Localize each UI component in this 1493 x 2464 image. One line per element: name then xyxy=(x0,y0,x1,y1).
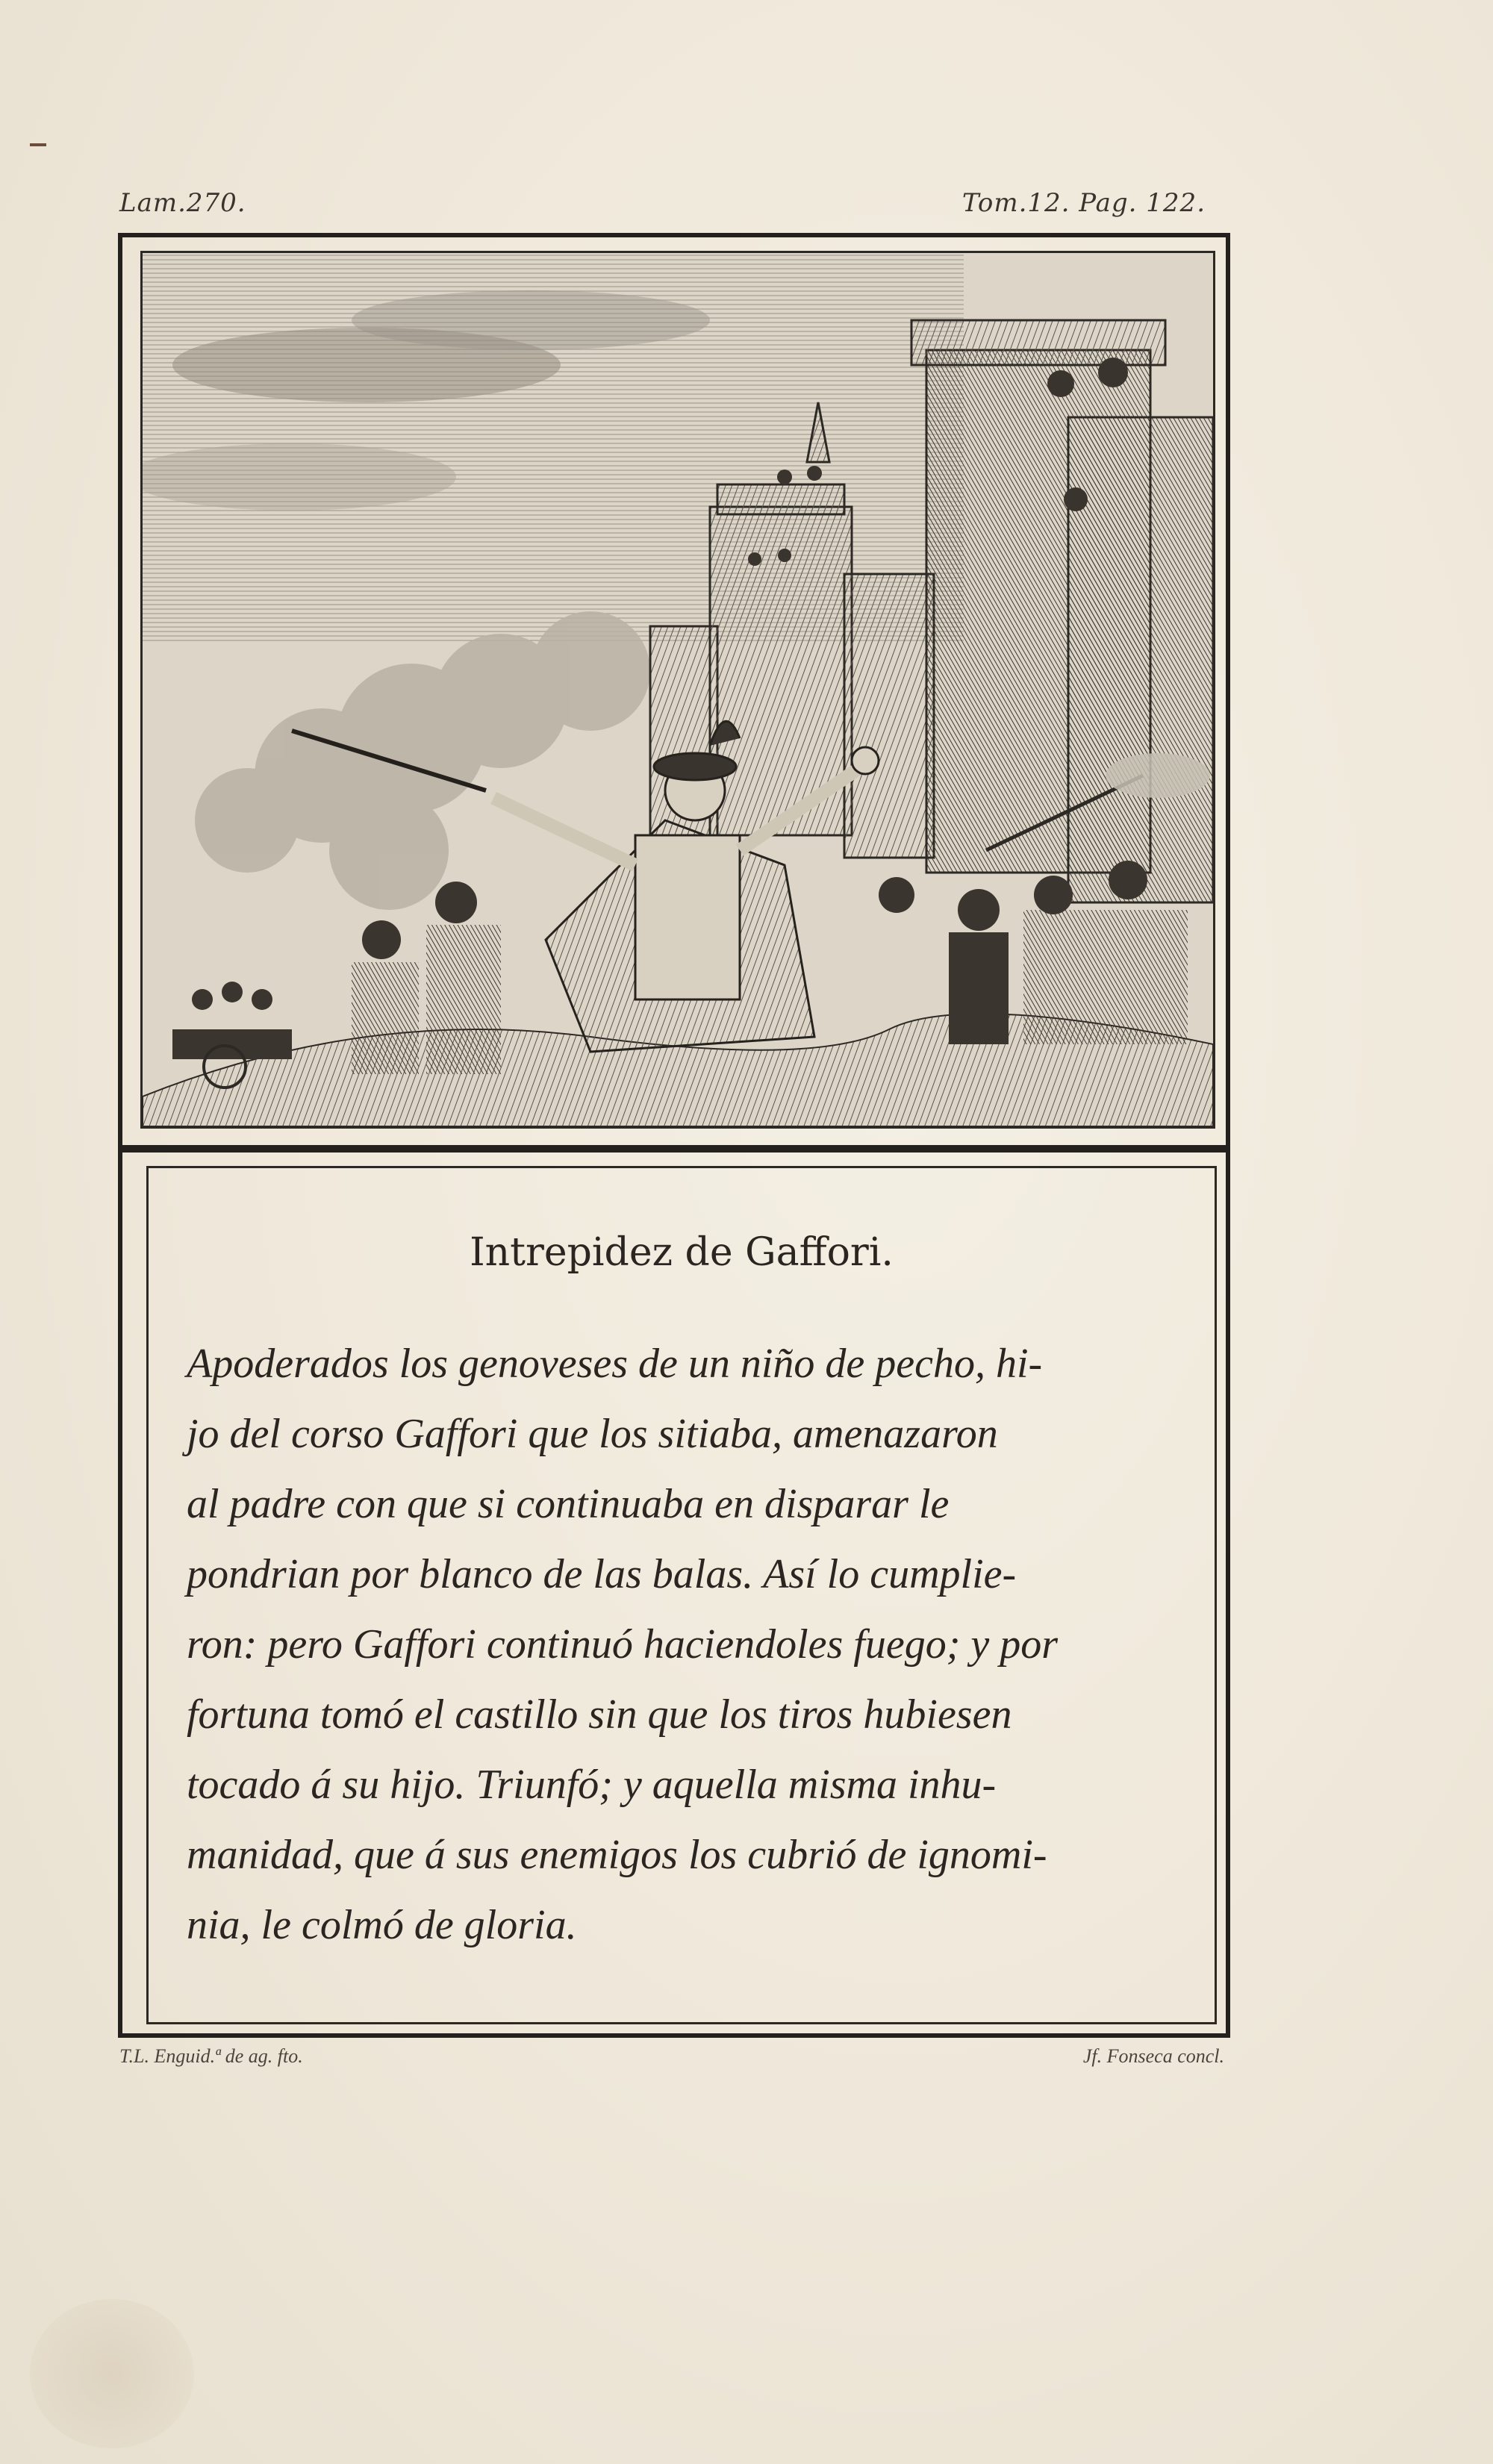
caption-line: Apoderados los genoveses de un niño de pecho, hi- xyxy=(187,1341,1043,1387)
frame-divider xyxy=(122,1145,1226,1153)
paper-stain xyxy=(30,2299,194,2448)
caption-line: jo del corso Gaffori que los sitiaba, amenazaron xyxy=(187,1411,998,1457)
caption-line: al padre con que si continuaba en disparar le xyxy=(187,1481,950,1527)
caption-line: pondrian por blanco de las balas. Así lo cumplie- xyxy=(187,1551,1017,1597)
engraver-credit: T.L. Enguid.ª de ag. fto. xyxy=(119,2045,303,2067)
caption-line: nia, le colmó de gloria. xyxy=(187,1902,577,1948)
caption-line: tocado á su hijo. Triunfó; y aquella misma inhu- xyxy=(187,1762,997,1808)
finisher-credit: Jf. Fonseca concl. xyxy=(1082,2045,1224,2067)
ink-mark xyxy=(30,143,46,146)
engraving-illustration xyxy=(140,251,1215,1129)
caption-line: manidad, que á sus enemigos los cubrió de ignomi- xyxy=(187,1832,1047,1878)
caption-line: ron: pero Gaffori continuó haciendoles fuego; y por xyxy=(187,1621,1059,1668)
caption-line: fortuna tomó el castillo sin que los tiros hubiesen xyxy=(187,1691,1012,1738)
plate-number: Lam.270. xyxy=(119,188,246,218)
volume-page: Tom.12. Pag. 122. xyxy=(961,188,1206,218)
caption-title: Intrepidez de Gaffori. xyxy=(470,1230,894,1275)
caption-body xyxy=(187,1329,1187,1960)
